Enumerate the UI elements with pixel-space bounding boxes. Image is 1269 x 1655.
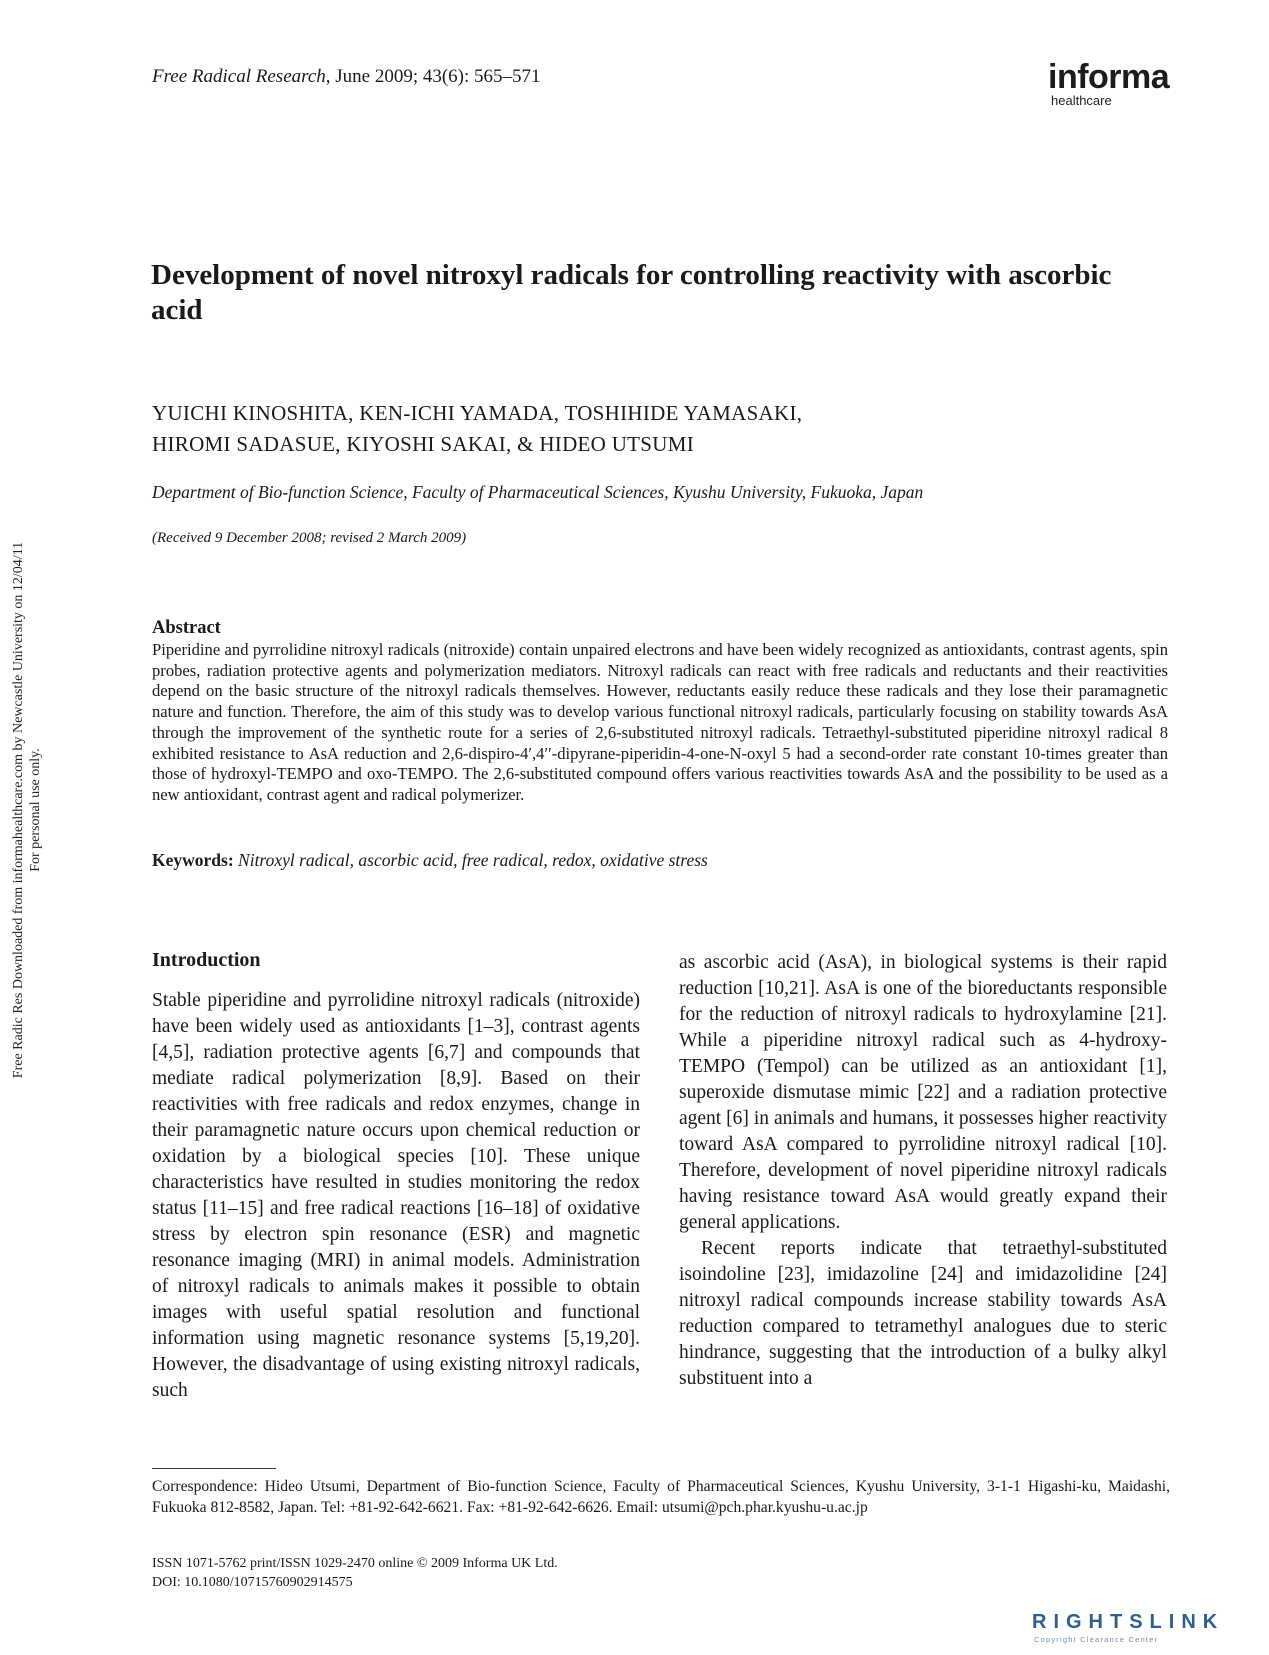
issn-line: ISSN 1071-5762 print/ISSN 1029-2470 online © 2009 Informa UK Ltd. [152,1556,558,1571]
download-side-note [10,460,44,1160]
correspondence-note: Correspondence: Hideo Utsumi, Department of Bio-function Science, Faculty of Pharmaceutical Sciences, Kyushu University, 3-1-1 Higashi-ku, Maidashi, Fukuoka 812-8582, Japan. Tel: +81-92-642-6621. Fax: +81-92-642-6626. Email: utsumi@pch.phar.kyushu-u.ac.jp [152,1478,1170,1516]
authors-line-2: HIROMI SADASUE, KIYOSHI SAKAI, & HIDEO UTSUMI [152,432,694,456]
rightslink-logo-sub: Copyright Clearance Center [1034,1635,1159,1644]
journal-citation [152,66,541,88]
keywords-values: Nitroxyl radical, ascorbic acid, free radical, redox, oxidative stress [238,850,708,870]
informa-healthcare-logo [1048,60,1178,108]
doi-line: DOI: 10.1080/10715760902914575 [152,1575,353,1590]
informa-logo-sub: healthcare [1051,93,1112,108]
keywords-label: Keywords: [152,850,234,870]
intro-paragraph-2: Recent reports indicate that tetraethyl-substituted isoindoline [23], imidazoline [24] and imidazolidine [24] nitroxyl radical compounds increase stability towards AsA reduction compared to tetramethyl analogues due to steric hindrance, suggesting that the introduction of a bulky alkyl substituent into a [679,1238,1167,1389]
publication-info [152,1554,558,1592]
body-column-left [152,988,640,1404]
received-dates: (Received 9 December 2008; revised 2 March 2009) [152,530,467,546]
introduction-heading: Introduction [152,949,261,971]
intro-paragraph-1: Stable piperidine and pyrrolidine nitroxyl radicals (nitroxide) have been widely used as antioxidants [1–3], contrast agents [4,5], radiation protective agents [6,7] and compounds that mediate radical polymerization [8,9]. Based on their reactivities with free radicals and redox enzymes, change in their paramagnetic nature occurs upon chemical reduction or oxidation by a biological species [10]. These unique characteristics have resulted in studies monitoring the redox status [11–15] and free radical reactions [16–18] of oxidative stress by electron spin resonance (ESR) and magnetic resonance imaging (MRI) in animal models. Administration of nitroxyl radicals to animals makes it possible to obtain images with useful spatial resolution and functional information using magnetic resonance systems [5,19,20]. However, the disadvantage of using existing nitroxyl radicals, such [152,990,640,1401]
body-column-right [679,950,1167,1392]
footnote-rule [152,1468,276,1469]
rightslink-logo [1030,1600,1260,1650]
journal-name: Free Radical Research [152,66,326,87]
affiliation: Department of Bio-function Science, Faculty of Pharmaceutical Sciences, Kyushu University, Fukuoka, Japan [152,482,924,502]
authors-line-1: YUICHI KINOSHITA, KEN-ICHI YAMADA, TOSHIHIDE YAMASAKI, [152,401,803,425]
abstract-text: Piperidine and pyrrolidine nitroxyl radicals (nitroxide) contain unpaired electrons and have been widely recognized as antioxidants, contrast agents, spin probes, radiation protective agents and polymerization mediators. Nitroxyl radicals can react with free radicals and reductants and their reactivities depend on the basic structure of the nitroxyl radicals themselves. However, reductants easily reduce these radicals and they lose their paramagnetic nature and function. Therefore, the aim of this study was to develop various functional nitroxyl radicals, particularly focusing on stability towards AsA through the improvement of the synthetic route for a series of 2,6-substituted nitroxyl radicals. Tetraethyl-substituted piperidine nitroxyl radical 8 exhibited resistance to AsA reduction and 2,6-dispiro-4′,4′′-dipyrane-piperidin-4-one-N-oxyl 5 had a second-order rate constant 10-times greater than those of hydroxyl-TEMPO and oxo-TEMPO. The 2,6-substituted compound offers various reactivities towards AsA and the possibility to be used as a new antioxidant, contrast agent and radical polymerizer. [152,640,1168,804]
journal-volume-pages: , June 2009; 43(6): 565–571 [325,66,541,87]
informa-logo-word: informa [1048,58,1170,96]
intro-paragraph-1-cont: as ascorbic acid (AsA), in biological systems is their rapid reduction [10,21]. AsA is one of the bioreductants responsible for the reduction of nitroxyl radicals to hydroxylamine [21]. While a piperidine nitroxyl radical such as 4-hydroxy-TEMPO (Tempol) can be utilized as an antioxidant [1], superoxide dismutase mimic [22] and a radiation protective agent [6] in animals and humans, it possesses higher reactivity toward AsA compared to pyrrolidine nitroxyl radical [10]. Therefore, development of novel piperidine nitroxyl radicals having resistance toward AsA would greatly expand their general applications. [679,952,1167,1233]
side-note-line2: For personal use only. [28,748,43,872]
article-title: Development of novel nitroxyl radicals for controlling reactivity with ascorbic acid [151,259,1112,326]
abstract-heading: Abstract [152,618,221,638]
rightslink-logo-text: RIGHTSLINK [1032,1611,1225,1633]
keywords [152,850,1152,871]
side-note-line1: Free Radic Res Downloaded from informahealthcare.com by Newcastle University on 12/04/11 [11,541,26,1079]
author-list [152,398,1152,460]
